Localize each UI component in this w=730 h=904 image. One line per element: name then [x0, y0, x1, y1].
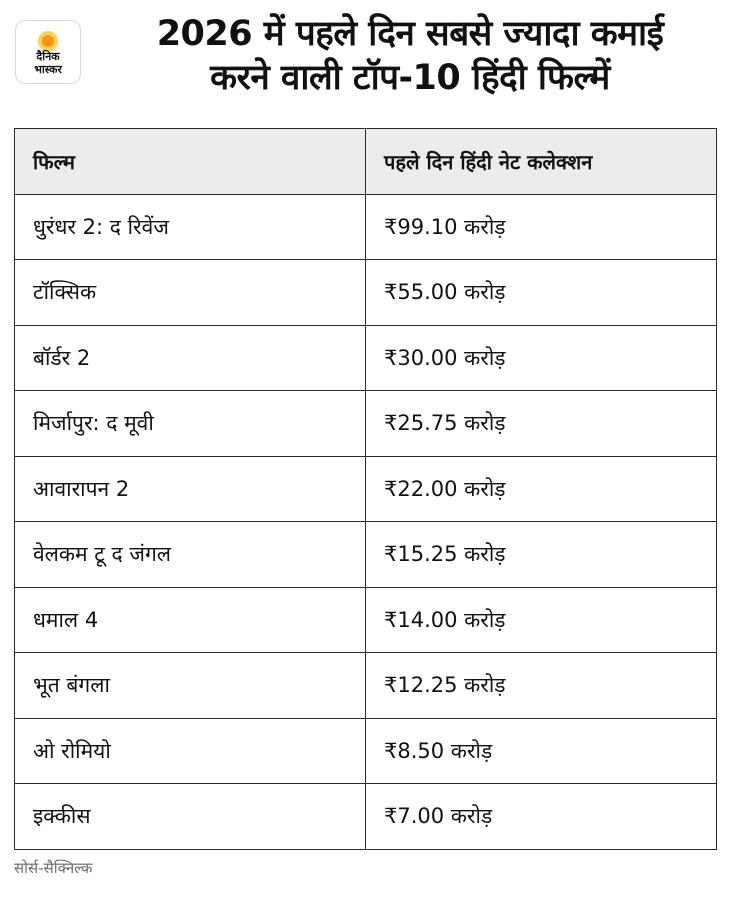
title-line-1: 2026 में पहले दिन सबसे ज्यादा कमाई: [156, 14, 664, 54]
collection-cell: ₹14.00 करोड़: [366, 587, 717, 653]
collection-cell: ₹30.00 करोड़: [366, 325, 717, 391]
film-name-cell: धमाल 4: [15, 587, 366, 653]
film-name-cell: टॉक्सिक: [15, 260, 366, 326]
table-header-row: [15, 129, 717, 195]
title-line-2: करने वाली टॉप-10 हिंदी फिल्में: [210, 58, 610, 98]
dainik-bhaskar-logo: [15, 20, 81, 84]
collection-cell: ₹12.25 करोड़: [366, 653, 717, 719]
page-title: [95, 12, 725, 100]
logo-text-bhaskar: भास्कर: [34, 63, 62, 76]
films-table: [14, 128, 717, 850]
collection-cell: ₹55.00 करोड़: [366, 260, 717, 326]
collection-cell: ₹22.00 करोड़: [366, 456, 717, 522]
film-name-cell: वेलकम टू द जंगल: [15, 522, 366, 588]
table-row: [15, 194, 717, 260]
film-name-cell: ओ रोमियो: [15, 718, 366, 784]
collection-cell: ₹25.75 करोड़: [366, 391, 717, 457]
table-row: [15, 653, 717, 719]
collection-cell: ₹8.50 करोड़: [366, 718, 717, 784]
table-row: [15, 456, 717, 522]
table-row: [15, 784, 717, 850]
logo-text-dainik: दैनिक: [36, 50, 60, 63]
film-name-cell: इक्कीस: [15, 784, 366, 850]
collection-cell: ₹15.25 करोड़: [366, 522, 717, 588]
film-name-cell: धुरंधर 2: द रिवेंज: [15, 194, 366, 260]
table-row: [15, 718, 717, 784]
film-name-cell: बॉर्डर 2: [15, 325, 366, 391]
film-name-cell: मिर्जापुर: द मूवी: [15, 391, 366, 457]
source-credit: सोर्स-सैक्निल्क: [14, 859, 93, 877]
header-film: फिल्म: [15, 129, 366, 195]
collection-cell: ₹99.10 करोड़: [366, 194, 717, 260]
collection-cell: ₹7.00 करोड़: [366, 784, 717, 850]
table-row: [15, 522, 717, 588]
table-row: [15, 260, 717, 326]
table-row: [15, 587, 717, 653]
header-collection: पहले दिन हिंदी नेट कलेक्शन: [366, 129, 717, 195]
table-row: [15, 325, 717, 391]
film-name-cell: आवारापन 2: [15, 456, 366, 522]
film-name-cell: भूत बंगला: [15, 653, 366, 719]
table-row: [15, 391, 717, 457]
